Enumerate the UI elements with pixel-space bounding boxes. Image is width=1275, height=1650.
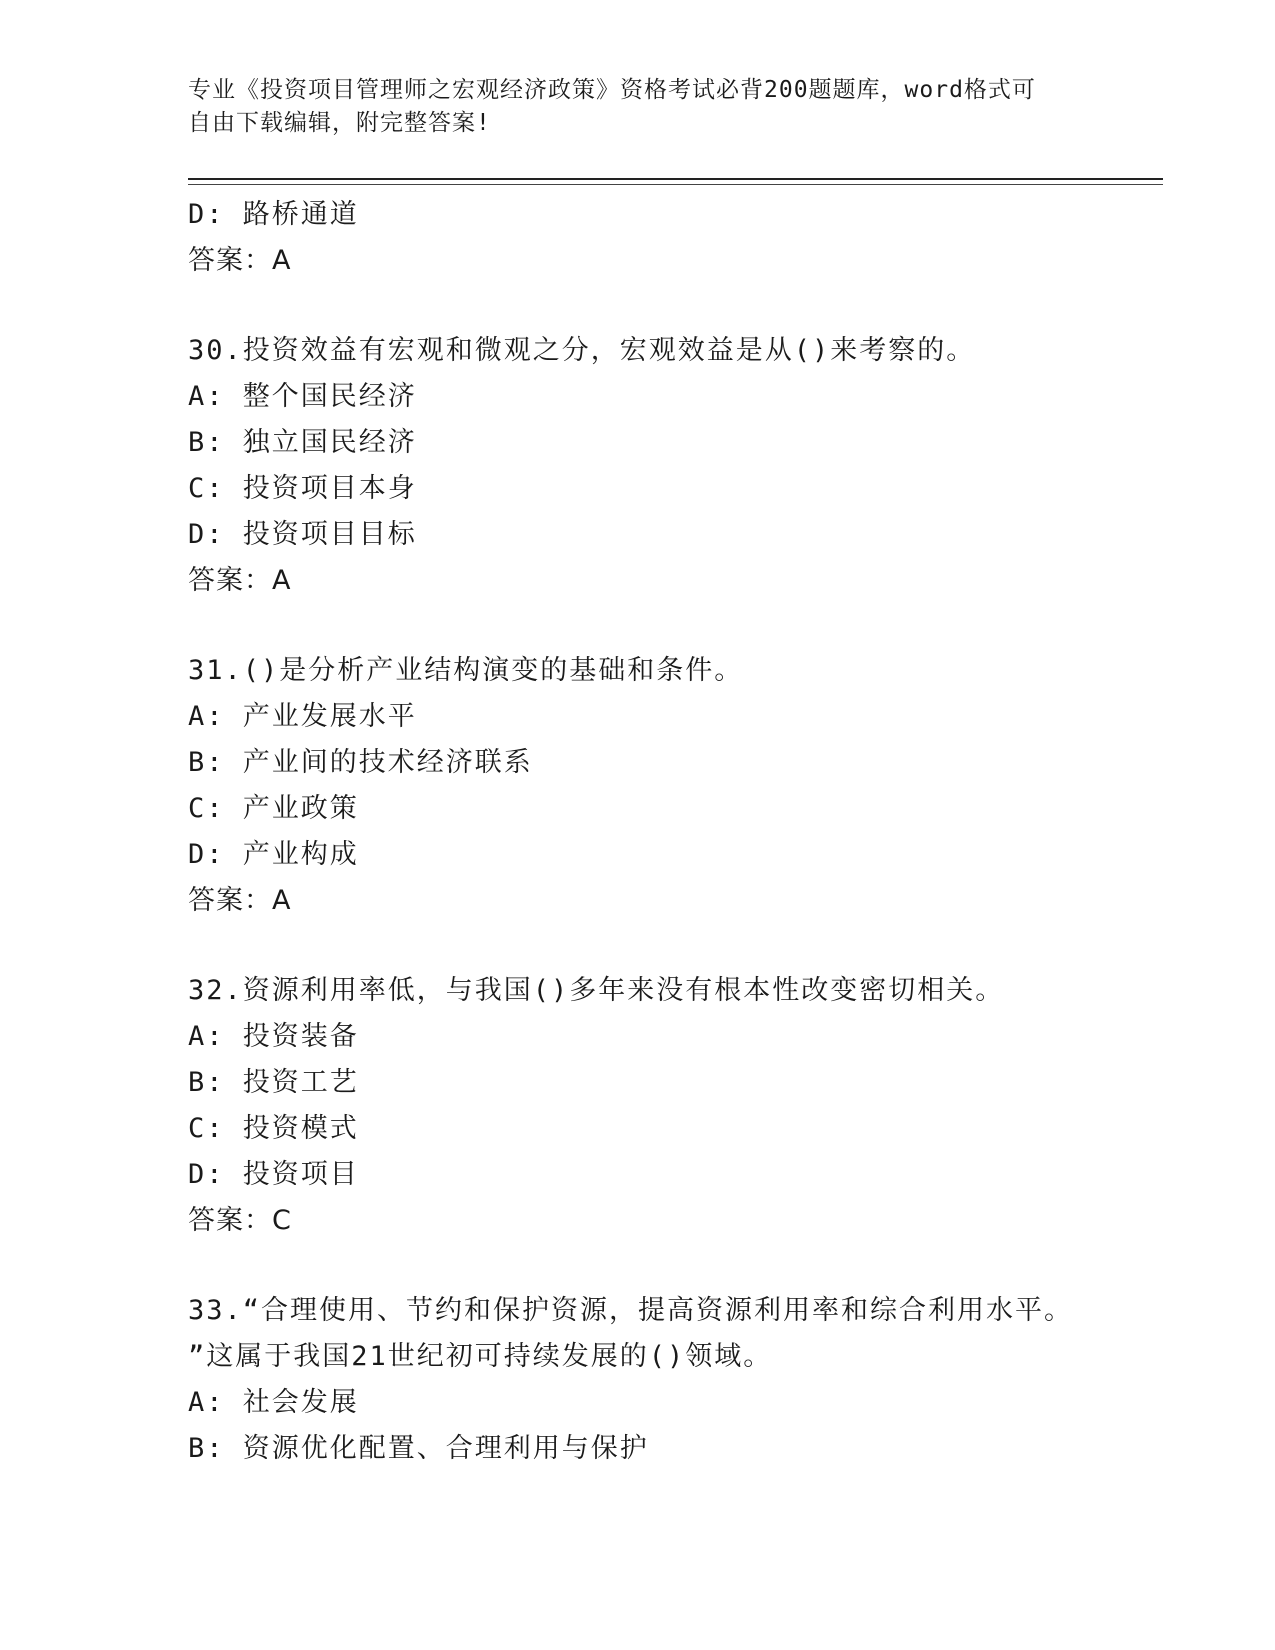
option-c: C: 投资项目本身 [188, 473, 417, 504]
option-a: A: 投资装备 [188, 1021, 359, 1052]
header-divider-thick [188, 178, 1163, 180]
option-d: D: 投资项目 [188, 1159, 359, 1190]
question-31 [188, 648, 1168, 924]
option-b: B: 投资工艺 [188, 1067, 359, 1098]
answer-line: 答案：A [188, 885, 292, 916]
option-d: D: 投资项目目标 [188, 519, 417, 550]
option-c: C: 产业政策 [188, 793, 359, 824]
header-line-2: 自由下载编辑，附完整答案! [188, 110, 491, 136]
option-b: B: 产业间的技术经济联系 [188, 747, 533, 778]
answer-line: 答案：A [188, 565, 292, 596]
question-32 [188, 968, 1168, 1244]
question-33 [188, 1288, 1168, 1472]
header-line-1: 专业《投资项目管理师之宏观经济政策》资格考试必背200题题库，word格式可 [188, 77, 1036, 103]
question-stem: 32.资源利用率低，与我国()多年来没有根本性改变密切相关。 [188, 975, 1005, 1006]
option-a: A: 产业发展水平 [188, 701, 417, 732]
answer-line: 答案：A [188, 245, 292, 276]
document-header [188, 74, 1088, 140]
question-29-tail [188, 192, 1168, 284]
option-a: A: 整个国民经济 [188, 381, 417, 412]
option-a: A: 社会发展 [188, 1387, 359, 1418]
header-divider-thin [188, 184, 1163, 185]
option-d: D: 路桥通道 [188, 199, 359, 230]
question-stem: 33.“合理使用、节约和保护资源，提高资源利用率和综合利用水平。 [188, 1295, 1074, 1326]
question-list [188, 192, 1168, 1472]
question-stem: 31.()是分析产业结构演变的基础和条件。 [188, 655, 744, 686]
question-stem-continued: ”这属于我国21世纪初可持续发展的()领域。 [188, 1341, 773, 1372]
question-stem: 30.投资效益有宏观和微观之分，宏观效益是从()来考察的。 [188, 335, 976, 366]
option-c: C: 投资模式 [188, 1113, 359, 1144]
option-b: B: 资源优化配置、合理利用与保护 [188, 1433, 649, 1464]
option-b: B: 独立国民经济 [188, 427, 417, 458]
option-d: D: 产业构成 [188, 839, 359, 870]
question-30 [188, 328, 1168, 604]
answer-line: 答案：C [188, 1205, 292, 1236]
